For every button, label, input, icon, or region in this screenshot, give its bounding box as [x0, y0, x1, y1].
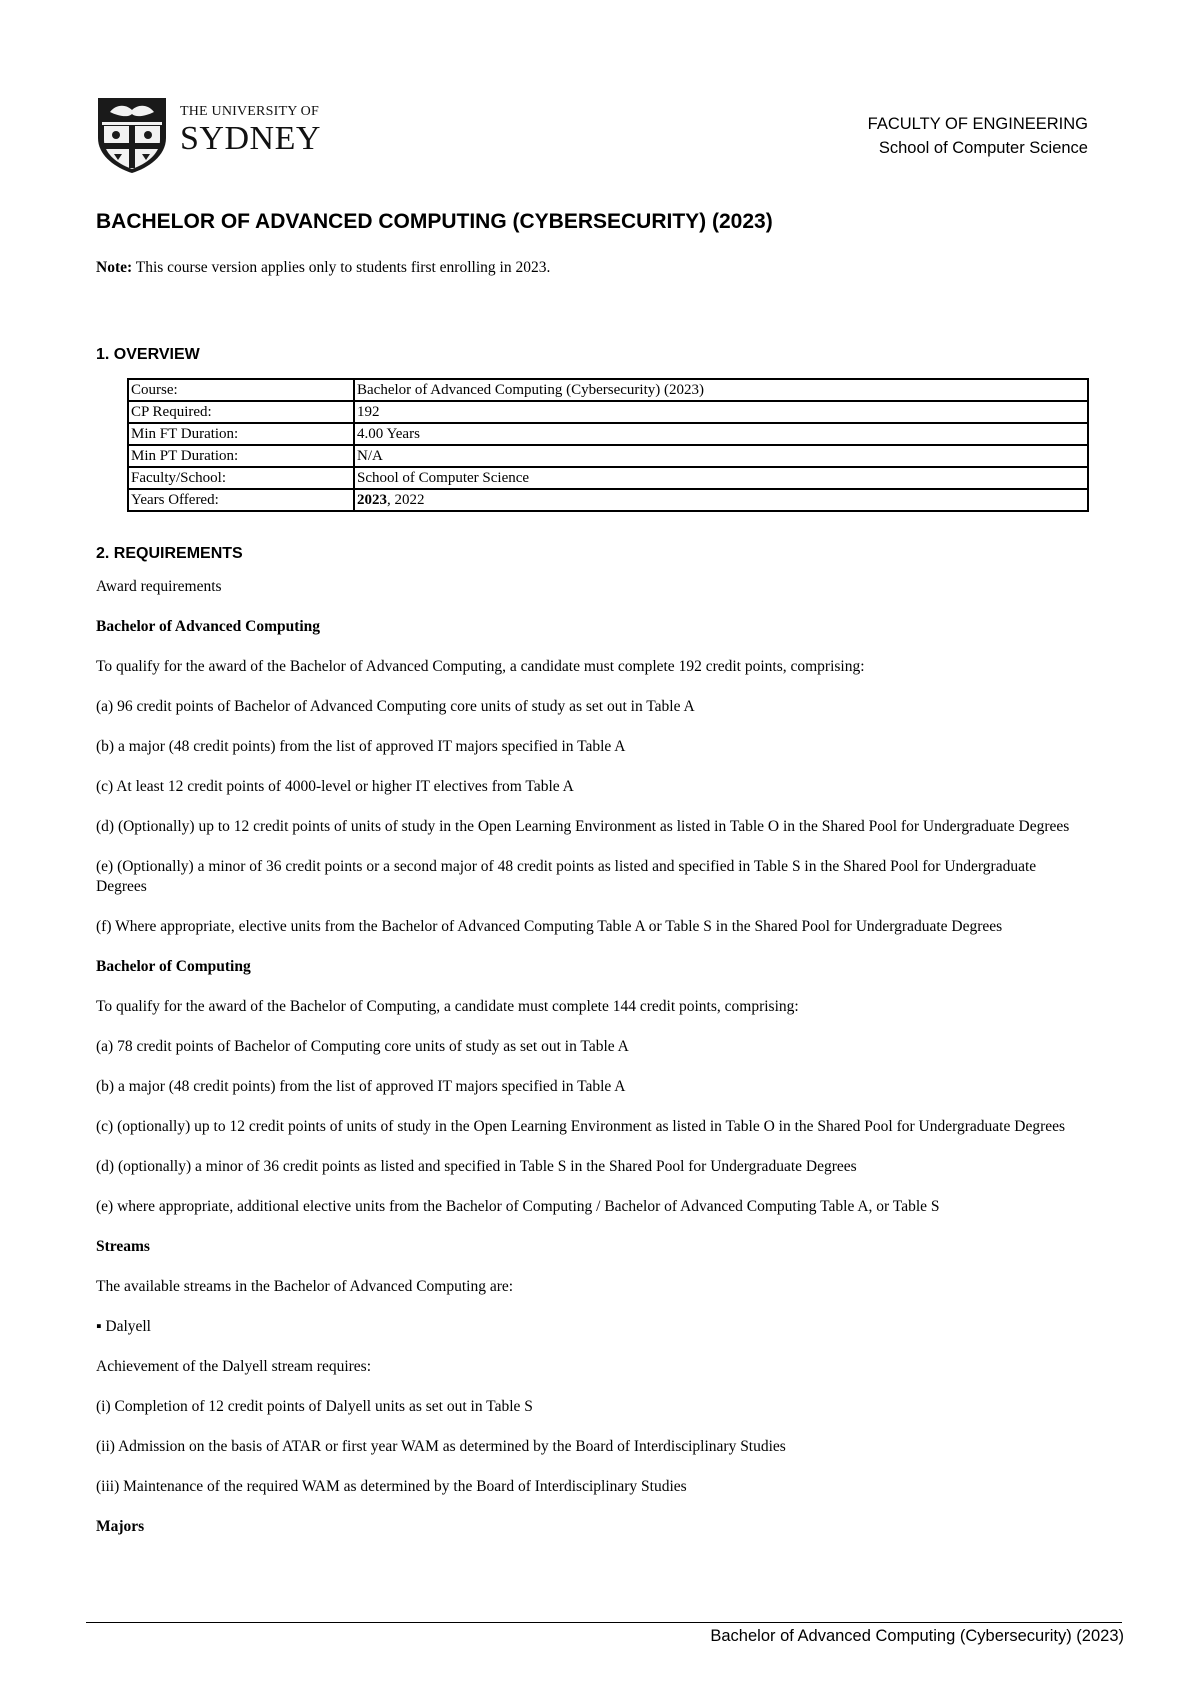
requirement-paragraph: To qualify for the award of the Bachelor of Computing, a candidate must complete 144 credit points, comprising: — [96, 998, 799, 1015]
section-subheading: Streams — [96, 1238, 150, 1255]
overview-value — [354, 489, 1088, 511]
requirement-paragraph: (c) (optionally) up to 12 credit points of units of study in the Open Learning Environment as listed in Table O in the Shared Pool for Undergraduate Degrees — [96, 1118, 1066, 1135]
overview-row — [128, 423, 1088, 445]
footer-rule — [86, 1622, 1122, 1623]
overview-key: CP Required: — [128, 401, 354, 423]
overview-key: Min PT Duration: — [128, 445, 354, 467]
overview-value: Bachelor of Advanced Computing (Cybersecurity) (2023) — [354, 379, 1088, 401]
note-label: Note: — [96, 259, 133, 276]
requirements-heading: 2. REQUIREMENTS — [96, 545, 243, 562]
requirement-paragraph: (e) where appropriate, additional elective units from the Bachelor of Computing / Bachelor of Advanced Computing Table A, or Table S — [96, 1198, 940, 1215]
requirement-paragraph: To qualify for the award of the Bachelor of Advanced Computing, a candidate must complete 192 credit points, comprising: — [96, 658, 865, 675]
requirement-paragraph: (a) 78 credit points of Bachelor of Computing core units of study as set out in Table A — [96, 1038, 629, 1055]
overview-row — [128, 401, 1088, 423]
requirements-body — [96, 577, 1076, 1557]
section-subheading: Bachelor of Advanced Computing — [96, 618, 321, 635]
requirement-paragraph: (c) At least 12 credit points of 4000-level or higher IT electives from Table A — [96, 778, 574, 795]
faculty-block — [868, 112, 1088, 160]
overview-value: School of Computer Science — [354, 467, 1088, 489]
enrolment-note — [96, 259, 550, 277]
note-text: This course version applies only to students first enrolling in 2023. — [132, 259, 551, 276]
overview-key: Years Offered: — [128, 489, 354, 511]
wordmark-line2: SYDNEY — [180, 120, 321, 157]
overview-value-other: , 2022 — [387, 491, 425, 508]
wordmark-line1: THE UNIVERSITY OF — [180, 104, 319, 119]
requirement-paragraph: ▪ Dalyell — [96, 1318, 151, 1335]
overview-row — [128, 379, 1088, 401]
overview-table — [127, 378, 1089, 512]
overview-value: 192 — [354, 401, 1088, 423]
requirement-paragraph: Achievement of the Dalyell stream requires: — [96, 1358, 372, 1375]
overview-row — [128, 489, 1088, 511]
page-title: BACHELOR OF ADVANCED COMPUTING (CYBERSECURITY) (2023) — [96, 210, 773, 233]
faculty-name: FACULTY OF ENGINEERING — [867, 115, 1088, 133]
page-footer: Bachelor of Advanced Computing (Cybersecurity) (2023) — [710, 1627, 1124, 1645]
overview-key: Course: — [128, 379, 354, 401]
requirement-paragraph: (f) Where appropriate, elective units from the Bachelor of Advanced Computing Table A or Table S in the Shared Pool for Undergraduate Degrees — [96, 918, 1003, 935]
overview-row — [128, 445, 1088, 467]
overview-heading: 1. OVERVIEW — [96, 346, 200, 363]
requirement-paragraph: The available streams in the Bachelor of Advanced Computing are: — [96, 1278, 514, 1295]
overview-value: N/A — [354, 445, 1088, 467]
university-wordmark — [180, 104, 321, 156]
requirement-paragraph: (d) (Optionally) up to 12 credit points of units of study in the Open Learning Environment as listed in Table O in the Shared Pool for Undergraduate Degrees — [96, 818, 1070, 835]
requirement-paragraph: (iii) Maintenance of the required WAM as determined by the Board of Interdisciplinary Studies — [96, 1478, 687, 1495]
section-subheading: Bachelor of Computing — [96, 958, 251, 975]
overview-key: Min FT Duration: — [128, 423, 354, 445]
overview-key: Faculty/School: — [128, 467, 354, 489]
requirement-paragraph: (d) (optionally) a minor of 36 credit points as listed and specified in Table S in the Shared Pool for Undergraduate Degrees — [96, 1158, 857, 1175]
requirement-paragraph: (b) a major (48 credit points) from the list of approved IT majors specified in Table A — [96, 1078, 626, 1095]
overview-value-current: 2023 — [357, 491, 387, 508]
requirement-paragraph: (i) Completion of 12 credit points of Dalyell units as set out in Table S — [96, 1398, 533, 1415]
overview-value: 4.00 Years — [354, 423, 1088, 445]
requirement-paragraph: (a) 96 credit points of Bachelor of Advanced Computing core units of study as set out in Table A — [96, 698, 695, 715]
university-crest-icon — [96, 96, 168, 174]
section-subheading: Majors — [96, 1518, 145, 1535]
overview-row — [128, 467, 1088, 489]
requirement-paragraph: (b) a major (48 credit points) from the list of approved IT majors specified in Table A — [96, 738, 626, 755]
school-name: School of Computer Science — [878, 139, 1088, 157]
requirement-paragraph: (ii) Admission on the basis of ATAR or first year WAM as determined by the Board of Interdisciplinary Studies — [96, 1438, 786, 1455]
requirement-paragraph: Award requirements — [96, 578, 222, 595]
requirement-paragraph: (e) (Optionally) a minor of 36 credit points or a second major of 48 credit points as listed and specified in Table S in the Shared Pool for Undergraduate Degrees — [96, 858, 1037, 895]
university-logo — [96, 96, 326, 174]
